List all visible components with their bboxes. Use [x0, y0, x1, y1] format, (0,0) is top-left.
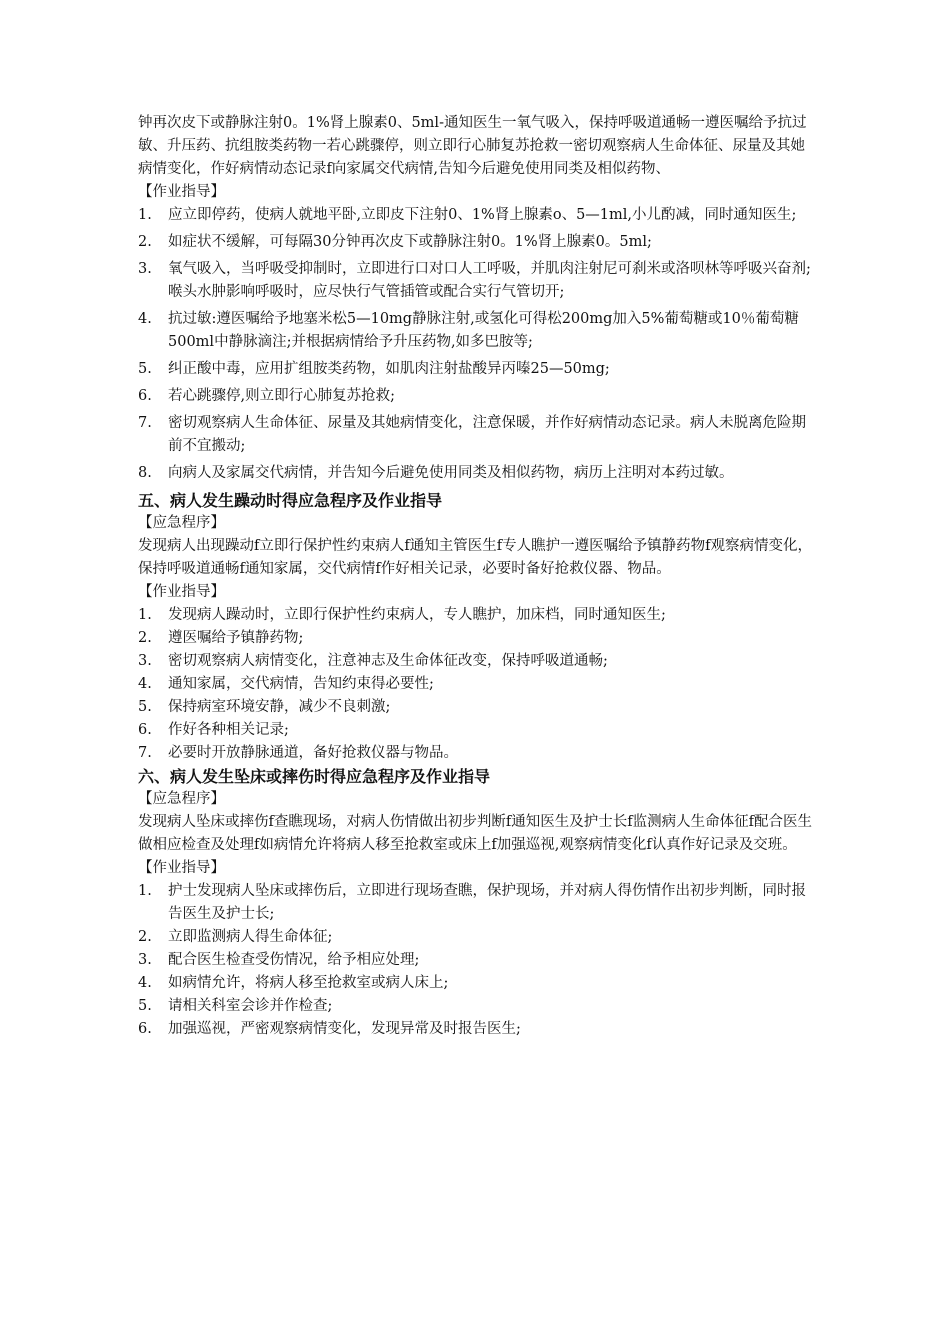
program-label-6: 【应急程序】: [138, 791, 225, 807]
item-number: 5.: [138, 699, 152, 715]
program-text-5: 发现病人出现躁动f立即行保护性约束病人f通知主管医生f专人瞧护一遵医嘱给予镇静药物f观察病情变化，保持呼吸道通畅f通知家属，交代病情f作好相关记录，必要时备好抢救仪器、物品。: [138, 538, 812, 577]
item-number: 5.: [138, 998, 152, 1014]
item-number: 7.: [138, 415, 152, 431]
item-number: 1.: [138, 207, 152, 223]
item-text: 加强巡视，严密观察病情变化，发现异常及时报告医生;: [168, 1021, 521, 1037]
item-text: 立即监测病人得生命体征;: [168, 929, 333, 945]
list-item: [138, 926, 818, 949]
list-item: [138, 673, 818, 696]
list-item: [138, 742, 818, 765]
item-text: 遵医嘱给予镇静药物;: [168, 630, 304, 646]
list-item: [138, 412, 818, 458]
guide-label-6: 【作业指导】: [138, 860, 225, 876]
item-number: 8.: [138, 465, 152, 481]
item-number: 6.: [138, 1021, 152, 1037]
item-text: 如症状不缓解，可每隔30分钟再次皮下或静脉注射0。1%肾上腺素0。5ml;: [168, 234, 652, 250]
item-text: 配合医生检查受伤情况，给予相应处理;: [168, 952, 420, 968]
list-item: [138, 972, 818, 995]
item-text: 保持病室环境安静，减少不良刺激;: [168, 699, 391, 715]
item-number: 2.: [138, 630, 152, 646]
guide-label-5: 【作业指导】: [138, 584, 225, 600]
item-number: 4.: [138, 975, 152, 991]
item-number: 2.: [138, 234, 152, 250]
item-number: 6.: [138, 388, 152, 404]
item-text: 请相关科室会诊并作检查;: [168, 998, 333, 1014]
list-item: [138, 358, 818, 381]
list-item: [138, 995, 818, 1018]
document-page: [138, 112, 818, 1041]
list-item: [138, 949, 818, 972]
intro-paragraph: 钟再次皮下或静脉注射0。1%肾上腺素0、5ml-通知医生一氧气吸入，保持呼吸道通畅一遵医嘱给予抗过敏、升压药、抗组胺类药物一若心跳骤停，则立即行心肺复苏抢救一密切观察病人生命体征、尿量及其她病情变化，作好病情动态记录f向家属交代病情,告知今后避免使用同类及相似药物、: [138, 115, 807, 177]
list-item: [138, 719, 818, 742]
program-label-5: 【应急程序】: [138, 515, 225, 531]
list-item: [138, 650, 818, 673]
item-text: 若心跳骤停,则立即行心肺复苏抢救;: [168, 388, 395, 404]
list-item: [138, 696, 818, 719]
list-item: [138, 204, 818, 227]
list-item: [138, 308, 818, 354]
item-text: 作好各种相关记录;: [168, 722, 289, 738]
guide-list-5: [138, 604, 818, 765]
item-text: 如病情允许，将病人移至抢救室或病人床上;: [168, 975, 449, 991]
item-number: 1.: [138, 607, 152, 623]
item-text: 护士发现病人坠床或摔伤后，立即进行现场查瞧，保护现场，并对病人得伤情作出初步判断，同时报告医生及护士长;: [168, 883, 806, 922]
guide-list-4: [138, 204, 818, 485]
item-text: 密切观察病人生命体征、尿量及其她病情变化，注意保暖，并作好病情动态记录。病人未脱离危险期前不宜搬动;: [168, 415, 806, 454]
list-item: [138, 258, 818, 304]
item-text: 氧气吸入，当呼吸受抑制时，立即进行口对口人工呼吸，并肌肉注射尼可刹米或洛呗林等呼吸兴奋剂;喉头水肿影响呼吸时，应尽快行气管插管或配合实行气管切开;: [168, 261, 811, 300]
guide-list-6: [138, 880, 818, 1041]
item-number: 4.: [138, 311, 152, 327]
item-text: 必要时开放静脉通道，备好抢救仪器与物品。: [168, 745, 458, 761]
program-text-6: 发现病人坠床或摔伤f查瞧现场，对病人伤情做出初步判断f通知医生及护士长f监测病人生命体征f配合医生做相应检查及处理f如病情允许将病人移至抢救室或床上f加强巡视,观察病情变化f认真作好记录及交班。: [138, 814, 812, 853]
list-item: [138, 385, 818, 408]
item-text: 发现病人躁动时，立即行保护性约束病人，专人瞧护，加床档，同时通知医生;: [168, 607, 666, 623]
list-item: [138, 604, 818, 627]
list-item: [138, 627, 818, 650]
list-item: [138, 1018, 818, 1041]
item-text: 密切观察病人病情变化，注意神志及生命体征改变，保持呼吸道通畅;: [168, 653, 608, 669]
item-number: 3.: [138, 653, 152, 669]
guide-label-4: 【作业指导】: [138, 184, 225, 200]
item-text: 向病人及家属交代病情，并告知今后避免使用同类及相似药物，病历上注明对本药过敏。: [168, 465, 734, 481]
item-text: 通知家属，交代病情，告知约束得必要性;: [168, 676, 434, 692]
item-number: 2.: [138, 929, 152, 945]
item-text: 应立即停药，使病人就地平卧,立即皮下注射0、1%肾上腺素o、5—1ml,小儿酌减，同时通知医生;: [168, 207, 797, 223]
list-item: [138, 462, 818, 485]
item-number: 5.: [138, 361, 152, 377]
item-text: 抗过敏:遵医嘱给予地塞米松5—10mg静脉注射,或氢化可得松200mg加入5%葡萄糖或10％葡萄糖500ml中静脉滴注;并根据病情给予升压药物,如多巴胺等;: [168, 311, 799, 350]
item-number: 4.: [138, 676, 152, 692]
section6-title: 六、病人发生坠床或摔伤时得应急程序及作业指导: [138, 767, 491, 786]
item-text: 纠正酸中毒，应用扩组胺类药物，如肌肉注射盐酸异丙嗪25—50mg;: [168, 361, 610, 377]
item-number: 1.: [138, 883, 152, 899]
item-number: 6.: [138, 722, 152, 738]
section5-title: 五、病人发生躁动时得应急程序及作业指导: [138, 491, 443, 510]
list-item: [138, 231, 818, 254]
item-number: 7.: [138, 745, 152, 761]
item-number: 3.: [138, 261, 152, 277]
list-item: [138, 880, 818, 926]
item-number: 3.: [138, 952, 152, 968]
